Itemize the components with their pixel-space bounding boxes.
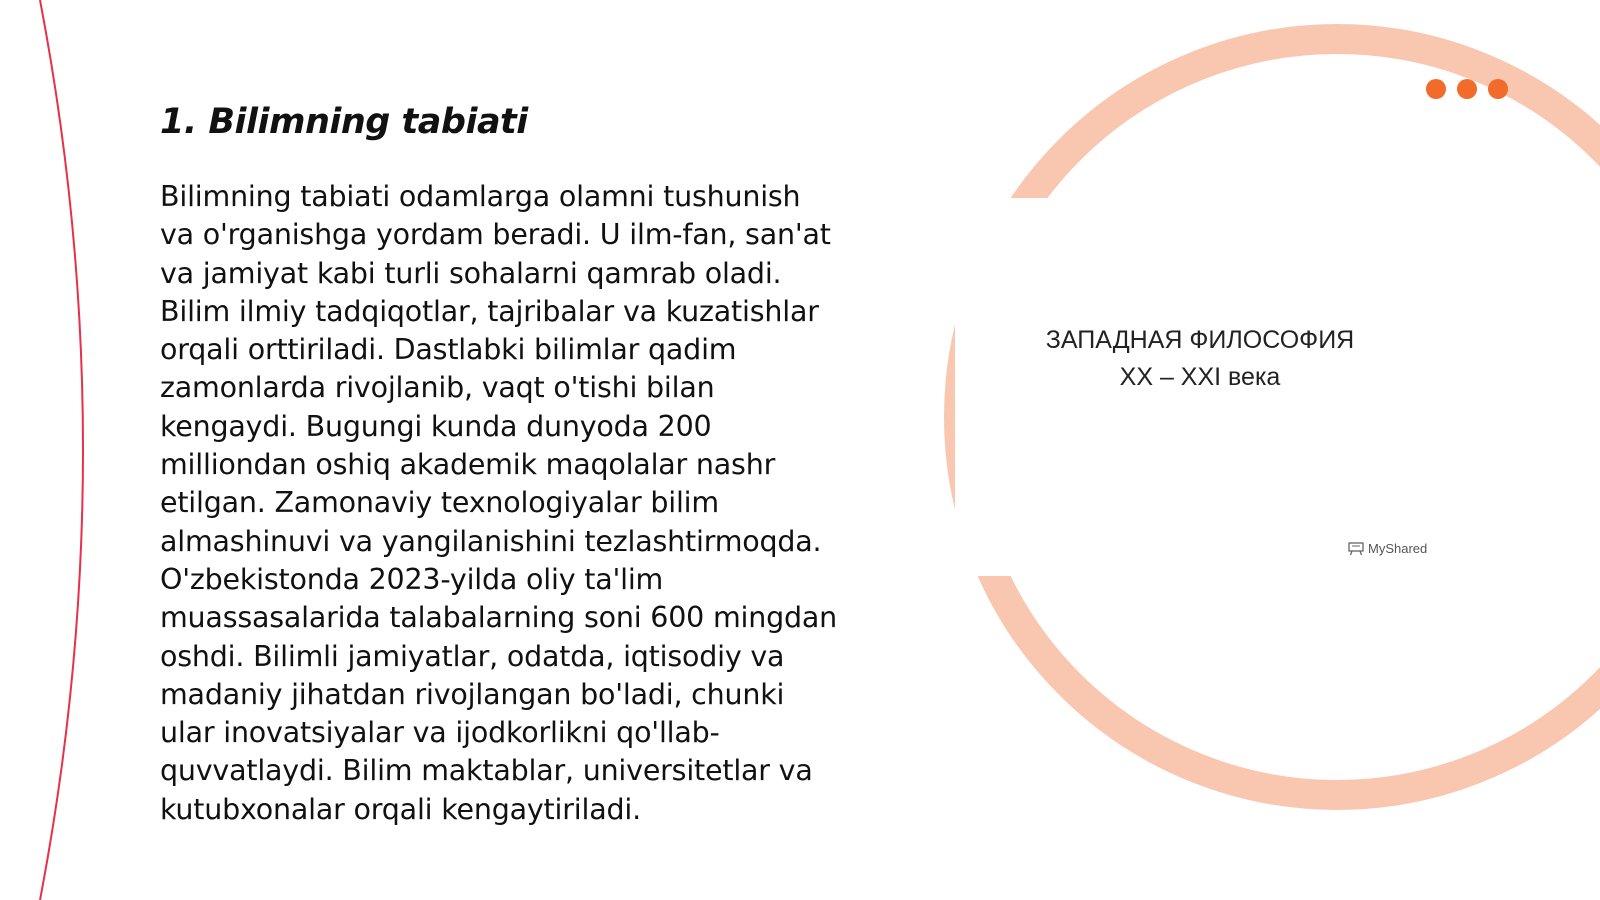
watermark-label: MyShared (1368, 541, 1428, 556)
dot-3 (1488, 79, 1508, 99)
preview-title (955, 322, 1445, 396)
dot-2 (1457, 79, 1477, 99)
slide-content (160, 102, 840, 829)
preview-title-line-2: XX – XXI века (1119, 363, 1281, 391)
dot-1 (1426, 79, 1446, 99)
presentation-board-icon (1348, 542, 1364, 556)
preview-title-line-1: ЗАПАДНАЯ ФИЛОСОФИЯ (1045, 326, 1355, 354)
slide-title: 1. Bilimning tabiati (160, 102, 528, 142)
three-dots-icon (1426, 79, 1508, 99)
slide-paragraph: Bilimning tabiati odamlarga olamni tushunish va o'rganishga yordam beradi. U ilm-fan, san'at va jamiyat kabi turli sohalarni qamrab oladi. Bilim ilmiy tadqiqotlar, tajribalar va kuzatishlar orqali orttiriladi. Dastlabki bilimlar qadim zamonlarda rivojlanib, vaqt o'tishi bilan kengaydi. Bugungi kunda dunyoda 200 milliondan oshiq akademik maqolalar nashr etilgan. Zamonaviy texnologiyalar bilim almashinuvi va yangilanishini tezlashtirmoqda. O'zbekistonda 2023-yilda oliy ta'lim muassasalarida talabalarning soni 600 mingdan oshdi. Bilimli jamiyatlar, odatda, iqtisodiy va madaniy jihatdan rivojlangan bo'ladi, chunki ular inovatsiyalar va ijodkorlikni qo'llab-quvvatlaydi. Bilim maktablar, universitetlar va kutubxonalar orqali kengaytiriladi. (160, 180, 838, 826)
embedded-slide-preview (955, 198, 1445, 576)
left-red-curve (40, 0, 83, 900)
watermark (1348, 541, 1427, 556)
